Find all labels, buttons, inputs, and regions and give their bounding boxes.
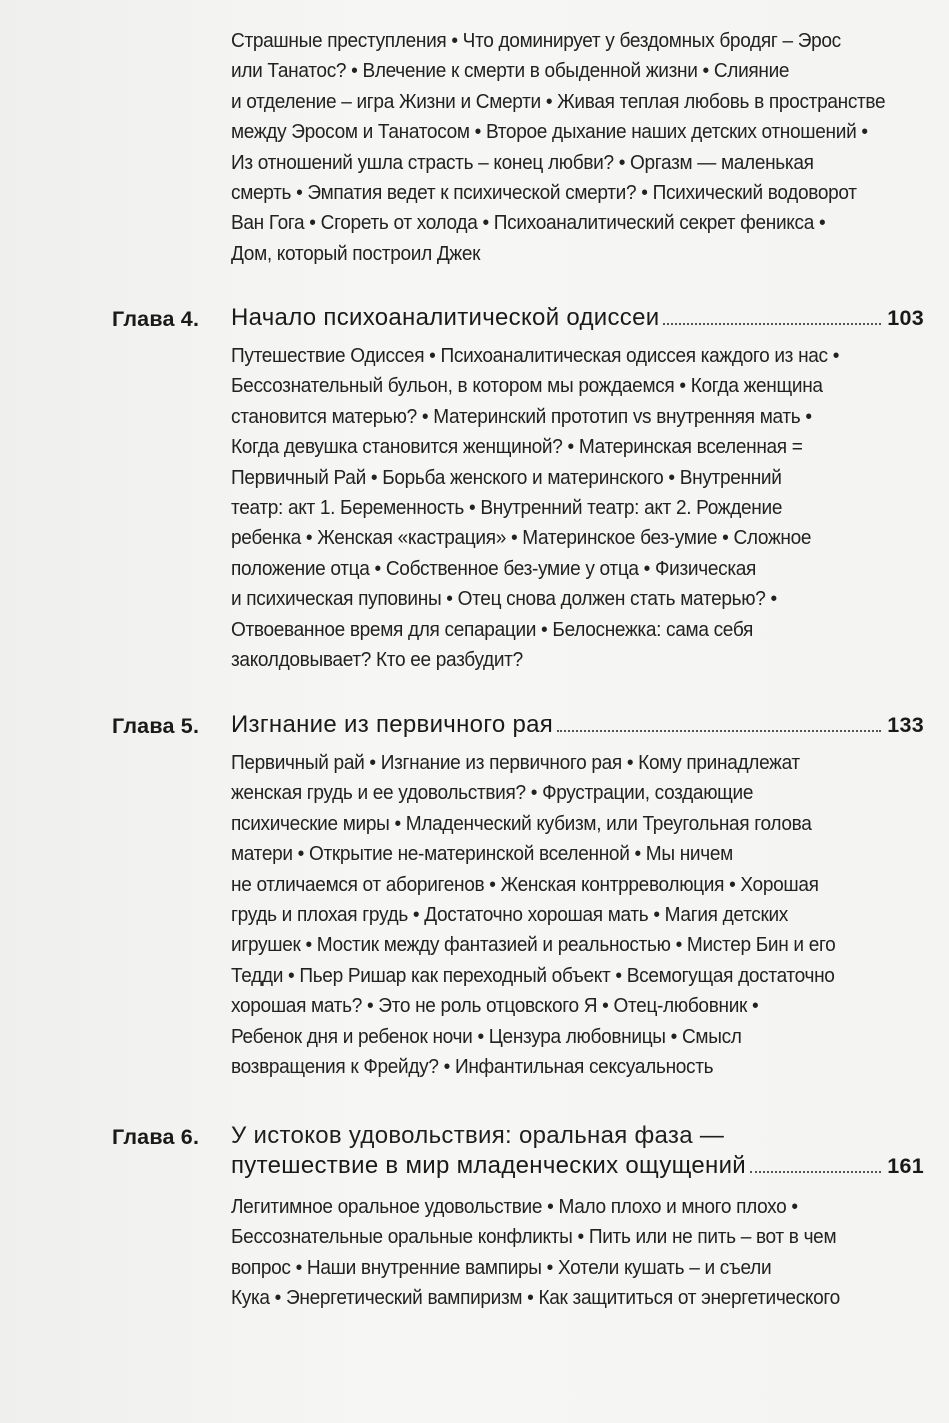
desc-line: хорошая мать? • Это не роль отцовского Я • Отец-любовник • [231,994,759,1018]
desc-line: матери • Открытие не-материнской вселенной • Мы ничем [231,842,733,866]
desc-line: Путешествие Одиссея • Психоаналитическая одиссея каждого из нас • [231,344,840,367]
chapter-title: Начало психоаналитической одиссеи [231,304,660,331]
desc-line: театр: акт 1. Беременность • Внутренний театр: акт 2. Рождение [231,496,783,520]
desc-line: становится матерью? • Материнский прототип vs внутренняя мать • [231,404,812,428]
chapter-title-row [231,1152,924,1180]
desc-line: Ребенок дня и ребенок ночи • Цензура любовницы • Смысл [231,1024,742,1048]
page-number: 161 [887,1154,924,1178]
chapter-title-row [231,711,924,739]
chapter-5-description [231,748,923,1082]
desc-line: Первичный рай • Изгнание из первичного рая • Кому принадлежат [231,751,800,774]
desc-line: не отличаемся от аборигенов • Женская контрреволюция • Хорошая [231,872,819,896]
desc-line: Отвоеванное время для сепарации • Белоснежка: сама себя [231,617,754,641]
desc-line: Когда девушка становится женщиной? • Материнская вселенная = [231,435,803,459]
chapter-4-description [231,341,923,675]
desc-line: смерть • Эмпатия ведет к психической смерти? • Психический водоворот [231,181,857,205]
desc-line: между Эросом и Танатосом • Второе дыхание наших детских отношений • [231,120,868,144]
desc-line: Бессознательные оральные конфликты • Пить или не пить – вот в чем [231,1225,837,1249]
desc-line: Легитимное оральное удовольствие • Мало плохо и много плохо • [231,1195,798,1218]
desc-line: возвращения к Фрейду? • Инфантильная сексуальность [231,1055,714,1079]
desc-line: женская грудь и ее удовольствия? • Фрустрации, создающие [231,781,754,805]
desc-line: Страшные преступления • Что доминирует у бездомных бродяг – Эрос [231,29,841,52]
desc-line: Бессознательный бульон, в котором мы рождаемся • Когда женщина [231,374,823,398]
chapter-6-description [231,1192,923,1314]
desc-line: Из отношений ушла страсть – конец любви? • Оргазм — маленькая [231,150,814,174]
chapter-label: Глава 4. [112,307,200,331]
desc-line: вопрос • Наши внутренние вампиры • Хотели кушать – и съели [231,1255,772,1279]
chapter-label: Глава 6. [112,1125,200,1149]
chapter-title: Изгнание из первичного рая [231,711,554,738]
chapter-title-line1: У истоков удовольствия: оральная фаза — [231,1122,725,1149]
desc-line: психические миры • Младенческий кубизм, или Треугольная голова [231,811,812,835]
desc-line: или Танатос? • Влечение к смерти в обыденной жизни • Слияние [231,59,790,83]
desc-line: заколдовывает? Кто ее разбудит? [231,648,523,672]
desc-line: Кука • Энергетический вампиризм • Как защититься от энергетического [231,1286,840,1310]
desc-line: Тедди • Пьер Ришар как переходный объект • Всемогущая достаточно [231,963,835,987]
page-number: 133 [887,713,924,737]
leader-dots [750,1170,881,1173]
page-number: 103 [887,306,924,330]
desc-line: и психическая пуповины • Отец снова должен стать матерью? • [231,587,777,611]
chapter-title: путешествие в мир младенческих ощущений [231,1152,747,1179]
desc-line: Ван Гога • Сгореть от холода • Психоаналитический секрет феникса • [231,211,826,235]
chapter-3-description [231,26,923,269]
desc-line: грудь и плохая грудь • Достаточно хорошая мать • Магия детских [231,903,789,927]
desc-line: Первичный Рай • Борьба женского и материнского • Внутренний [231,465,782,489]
desc-line: и отделение – игра Жизни и Смерти • Живая теплая любовь в пространстве [231,89,886,113]
desc-line: Дом, который построил Джек [231,241,481,265]
desc-line: положение отца • Собственное без-умие у отца • Физическая [231,556,757,580]
desc-line: ребенка • Женская «кастрация» • Материнское без-умие • Сложное [231,526,812,550]
chapter-label: Глава 5. [112,714,200,738]
leader-dots [663,322,881,325]
leader-dots [557,729,881,732]
chapter-title-row [231,304,924,332]
desc-line: игрушек • Мостик между фантазией и реальностью • Мистер Бин и его [231,933,836,957]
